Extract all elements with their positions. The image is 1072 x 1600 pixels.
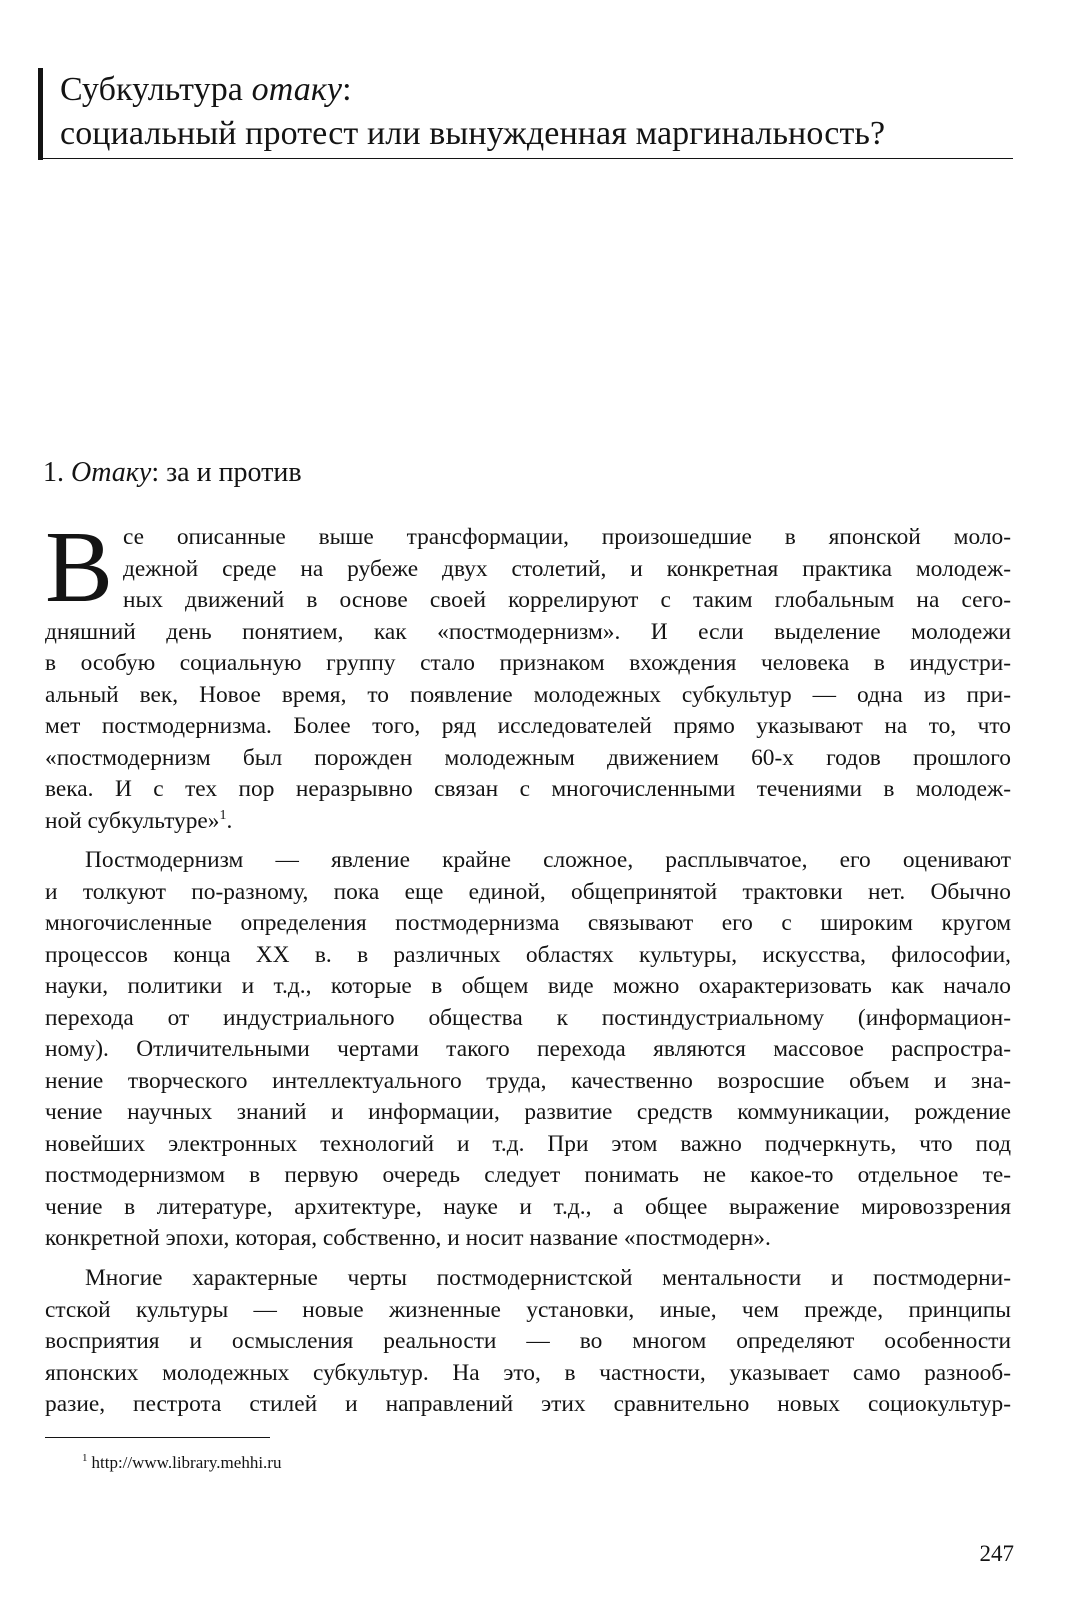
section-heading — [43, 455, 302, 491]
page-number: 247 — [979, 1541, 1014, 1566]
footnote-link[interactable]: http://www.library.mehhi.ru — [91, 1453, 282, 1472]
chapter-heading — [38, 62, 1013, 158]
text-line: Многие характерные черты постмодернистской ментальности и постмодерни- — [85, 1265, 1011, 1291]
text-line: мет постмодернизма. Более того, ряд исследователей прямо указывают на то, что — [45, 713, 1011, 739]
text-line: чение научных знаний и информации, развитие средств коммуникации, рождение — [45, 1099, 1011, 1125]
text-line-content: ной субкультуре» — [45, 807, 220, 834]
drop-cap: В — [45, 511, 114, 624]
text-line: дежной среде на рубеже двух столетий, и конкретная практика молодеж- — [123, 555, 1011, 582]
text-line: «постмодернизм был порожден молодежным движением 60-х годов прошлого — [45, 744, 1011, 771]
footnote-reference[interactable]: 1 — [219, 807, 227, 823]
text-line: в особую социальную группу стало признаком вхождения человека в индустри- — [45, 650, 1011, 676]
text-line: восприятия и осмысления реальности — во многом определяют особенности — [45, 1328, 1011, 1354]
text-line: разие, пестрота стилей и направлений этих сравнительно новых социокультур- — [45, 1391, 1011, 1417]
text-line: новейших электронных технологий и т.д. При этом важно подчеркнуть, что под — [45, 1130, 1011, 1157]
heading-rule — [43, 158, 1013, 159]
text-line: нение творческого интеллектуального труда, качественно возросшие объем и зна- — [45, 1067, 1011, 1094]
section-number: 1. — [43, 457, 71, 488]
text-line: японских молодежных субкультур. На это, в частности, указывает само разнооб- — [45, 1359, 1011, 1386]
text-line: науки, политики и т.д., которые в общем виде можно охарактеризовать как начало — [45, 973, 1011, 999]
section-title-rest: : за и против — [151, 457, 302, 488]
text-line: чение в литературе, архитектуре, науке и т.д., а общее выражение мировоззрения — [45, 1193, 1011, 1220]
text-line — [45, 806, 1011, 838]
chapter-title-italic: отаку — [251, 71, 343, 108]
text-line-end: . — [226, 807, 233, 834]
text-line: процессов конца XX в. в различных областях культуры, искусства, философии, — [45, 941, 1011, 968]
text-line: перехода от индустриального общества к постиндустриальному (информацион- — [45, 1004, 1011, 1031]
text-line: века. И с тех пор неразрывно связан с многочисленными течениями в молодеж- — [45, 776, 1011, 802]
text-line: ному). Отличительными чертами такого перехода являются массовое распростра- — [45, 1036, 1011, 1062]
chapter-title — [60, 70, 352, 110]
text-line: се описанные выше трансформации, произошедшие в японской моло- — [123, 524, 1011, 550]
paragraph-1 — [45, 511, 1011, 837]
text-line: альный век, Новое время, то появление молодежных субкультур — одна из при- — [45, 681, 1011, 708]
chapter-subtitle: социальный протест или вынужденная маргинальность? — [60, 115, 886, 152]
text-line: многочисленные определения постмодернизма связывают его с широким кругом — [45, 910, 1011, 936]
heading-vertical-bar — [38, 68, 43, 160]
text-line: стской культуры — новые жизненные установки, иные, чем прежде, принципы — [45, 1296, 1011, 1323]
text-line: дняшний день понятием, как «постмодернизм». И если выделение молодежи — [45, 618, 1011, 645]
paragraph-3 — [45, 1263, 1011, 1421]
chapter-title-prefix: Субкультура — [60, 71, 252, 108]
text-line: ных движений в основе своей коррелируют с таким глобальным на сего- — [123, 587, 1011, 613]
paragraph-2 — [45, 845, 1011, 1255]
text-line: и толкуют по-разному, пока еще единой, общепринятой трактовки нет. Обычно — [45, 878, 1011, 905]
text-line: Постмодернизм — явление крайне сложное, расплывчатое, его оценивают — [85, 847, 1011, 873]
text-line: постмодернизмом в первую очередь следует понимать не какое-то отдельное те- — [45, 1162, 1011, 1188]
footnote-rule — [45, 1437, 270, 1438]
footnote-mark: 1 — [82, 1452, 88, 1465]
chapter-title-suffix: : — [342, 71, 352, 108]
footnote — [82, 1452, 281, 1474]
text-line: конкретной эпохи, которая, собственно, и носит название «постмодерн». — [45, 1225, 771, 1251]
section-title-italic: Отаку — [71, 457, 152, 488]
